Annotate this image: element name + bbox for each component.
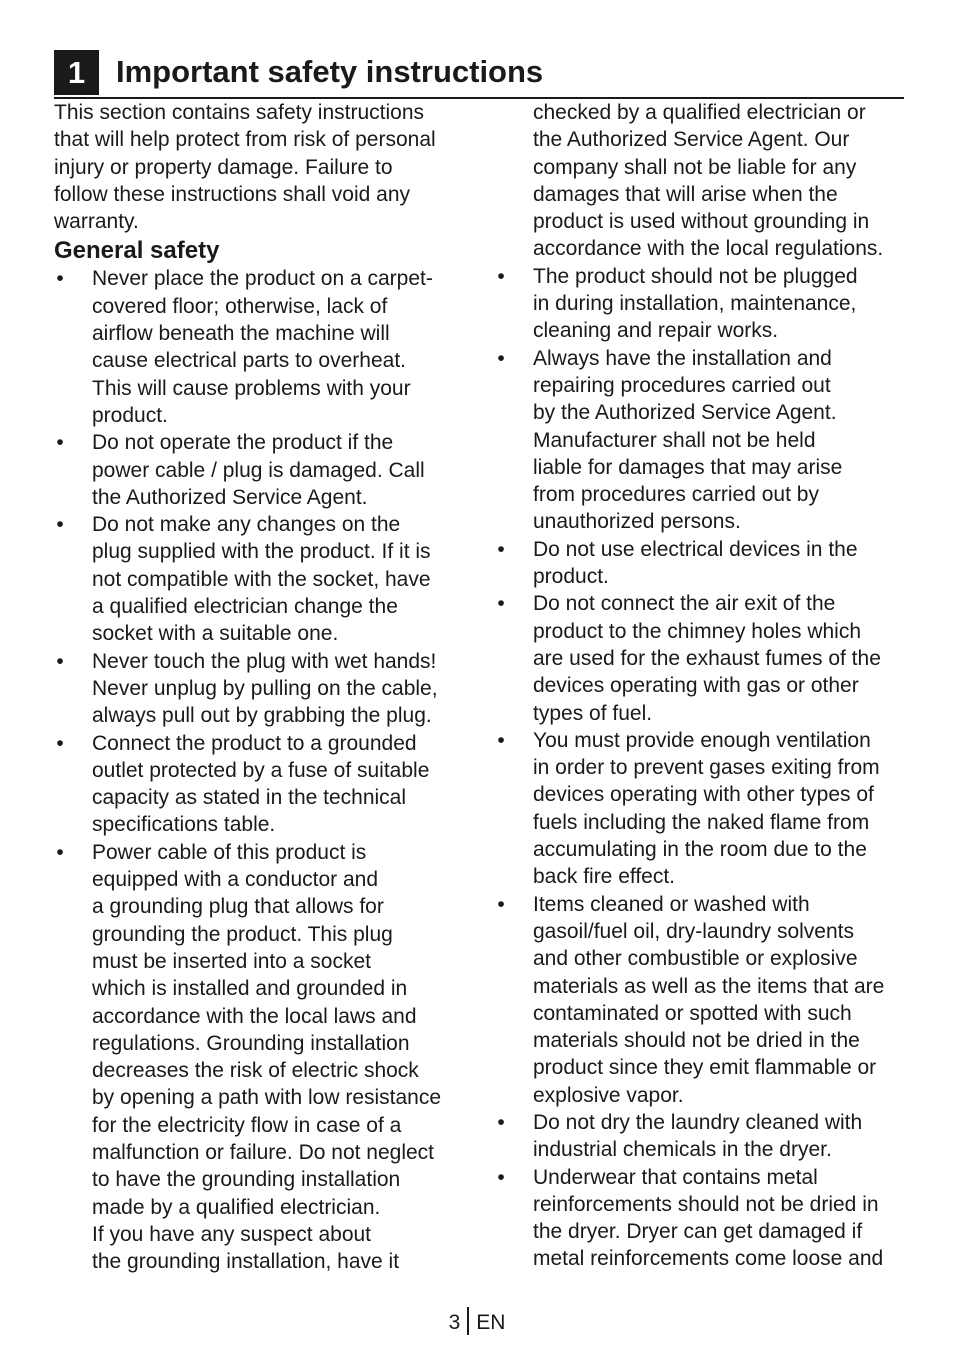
text-line: If you have any suspect about <box>92 1222 372 1246</box>
text-line: liable for damages that may arise <box>533 455 843 479</box>
text-line: The product should not be plugged <box>533 264 858 288</box>
text-line: in during installation, maintenance, <box>533 292 857 316</box>
text-line: Power cable of this product is <box>92 840 367 864</box>
list-item-text <box>92 429 466 511</box>
text-line: the Authorized Service Agent. Our <box>533 128 850 152</box>
list-item <box>495 1109 907 1164</box>
page-number: 3 <box>448 1310 461 1334</box>
text-line: product. <box>92 403 168 427</box>
text-line: back fire effect. <box>533 865 676 889</box>
text-line: by opening a path with low resistance <box>92 1086 442 1110</box>
text-line: company shall not be liable for any <box>533 155 857 179</box>
left-bullet-list <box>54 265 466 1275</box>
text-line: plug supplied with the product. If it is <box>92 540 431 564</box>
text-line: by the Authorized Service Agent. <box>533 401 837 425</box>
text-line: airflow beneath the machine will <box>92 322 390 346</box>
left-column <box>54 99 466 1275</box>
text-line: accordance with the local laws and <box>92 1004 417 1028</box>
section-header <box>54 50 904 99</box>
text-line: capacity as stated in the technical <box>92 786 407 810</box>
bullet-icon: • <box>497 264 505 288</box>
bullet-icon: • <box>56 731 64 755</box>
text-line: outlet protected by a fuse of suitable <box>92 758 430 782</box>
bullet-icon: • <box>497 537 505 561</box>
text-line: types of fuel. <box>533 701 653 725</box>
list-item-text <box>533 345 907 536</box>
list-item-text <box>533 1164 907 1273</box>
list-item-text <box>533 263 907 345</box>
text-line: Do not make any changes on the <box>92 513 401 537</box>
text-line: from procedures carried out by <box>533 483 819 507</box>
list-item <box>495 345 907 536</box>
section-number-badge: 1 <box>54 50 99 95</box>
text-line: Do not dry the laundry cleaned with <box>533 1110 863 1134</box>
text-line: are used for the exhaust fumes of the <box>533 646 881 670</box>
text-line: covered floor; otherwise, lack of <box>92 294 388 318</box>
text-line: always pull out by grabbing the plug. <box>92 704 432 728</box>
text-line: product. <box>533 565 609 589</box>
bullet-icon: • <box>497 728 505 752</box>
text-line: product to the chimney holes which <box>533 619 862 643</box>
text-line: This section contains safety instructions <box>54 101 425 124</box>
text-line: grounding the product. This plug <box>92 922 393 946</box>
text-line: You must provide enough ventilation <box>533 728 871 752</box>
text-line: to have the grounding installation <box>92 1168 401 1192</box>
list-item <box>54 265 466 429</box>
text-line: Never touch the plug with wet hands! <box>92 649 437 673</box>
bullet-icon: • <box>497 1110 505 1134</box>
text-line: for the electricity flow in case of a <box>92 1113 402 1137</box>
text-line: This will cause problems with your <box>92 376 411 400</box>
text-line: unauthorized persons. <box>533 510 741 534</box>
text-line: warranty. <box>54 210 139 234</box>
text-line: follow these instructions shall void any <box>54 182 411 206</box>
bullet-icon: • <box>497 346 505 370</box>
bullet-icon: • <box>56 267 64 291</box>
list-item <box>495 263 907 345</box>
text-line: decreases the risk of electric shock <box>92 1059 419 1083</box>
list-item-text <box>92 730 466 839</box>
list-item <box>495 727 907 891</box>
list-item <box>54 730 466 839</box>
text-line: and other combustible or explosive <box>533 947 858 971</box>
list-item <box>54 648 466 730</box>
text-line: industrial chemicals in the dryer. <box>533 1138 832 1162</box>
list-item-text <box>533 536 907 591</box>
text-line: socket with a suitable one. <box>92 622 339 646</box>
text-line: reinforcements should not be dried in <box>533 1192 879 1216</box>
page-footer <box>0 1307 954 1337</box>
text-line: devices operating with gas or other <box>533 674 859 698</box>
text-line: damages that will arise when the <box>533 182 838 206</box>
intro-paragraph <box>54 99 466 235</box>
list-item <box>495 891 907 1109</box>
page-title: Important safety instructions <box>116 54 544 89</box>
text-line: checked by a qualified electrician or <box>533 101 866 124</box>
list-item <box>495 1164 907 1273</box>
bullet-icon: • <box>56 649 64 673</box>
text-line: Never unplug by pulling on the cable, <box>92 676 438 700</box>
right-bullet-list <box>495 263 907 1273</box>
text-line: accordance with the local regulations. <box>533 237 884 261</box>
bullet-icon: • <box>56 513 64 537</box>
text-line: made by a qualified electrician. <box>92 1195 381 1219</box>
list-item-text <box>533 891 907 1109</box>
text-line: contaminated or spotted with such <box>533 1001 852 1025</box>
text-line: power cable / plug is damaged. Call <box>92 458 425 482</box>
bullet-icon: • <box>497 1165 505 1189</box>
list-item <box>54 429 466 511</box>
bullet-icon: • <box>56 840 64 864</box>
footer-separator <box>467 1307 469 1335</box>
text-line: Underwear that contains metal <box>533 1165 818 1189</box>
list-item-text <box>92 839 466 1276</box>
text-line: materials as well as the items that are <box>533 974 885 998</box>
continued-paragraph <box>495 99 907 263</box>
text-line: materials should not be dried in the <box>533 1029 860 1053</box>
text-line: Connect the product to a grounded <box>92 731 417 755</box>
list-item <box>54 511 466 647</box>
text-line: regulations. Grounding installation <box>92 1031 410 1055</box>
text-line: cause electrical parts to overheat. <box>92 349 406 373</box>
text-line: the Authorized Service Agent. <box>92 485 368 509</box>
list-item-text <box>533 1109 907 1164</box>
list-item-text <box>92 511 466 647</box>
text-line: malfunction or failure. Do not neglect <box>92 1140 435 1164</box>
text-line: cleaning and repair works. <box>533 319 779 343</box>
text-line: gasoil/fuel oil, dry-laundry solvents <box>533 919 854 943</box>
list-item <box>495 590 907 726</box>
text-line: explosive vapor. <box>533 1083 684 1107</box>
text-line: not compatible with the socket, have <box>92 567 431 591</box>
right-column <box>495 99 907 1273</box>
text-line: Never place the product on a carpet- <box>92 267 433 291</box>
bullet-icon: • <box>497 592 505 616</box>
text-line: fuels including the naked flame from <box>533 810 870 834</box>
text-line: a qualified electrician change the <box>92 595 398 619</box>
text-line: equipped with a conductor and <box>92 868 379 892</box>
text-line: the dryer. Dryer can get damaged if <box>533 1220 863 1244</box>
bullet-icon: • <box>56 431 64 455</box>
text-line: product since they emit flammable or <box>533 1056 877 1080</box>
text-line: in order to prevent gases exiting from <box>533 756 880 780</box>
text-line: specifications table. <box>92 813 276 837</box>
text-line: metal reinforcements come loose and <box>533 1247 884 1271</box>
bullet-icon: • <box>497 892 505 916</box>
list-item-text <box>533 590 907 726</box>
text-line: Do not use electrical devices in the <box>533 537 858 561</box>
list-item-text <box>92 265 466 429</box>
list-item-text <box>92 648 466 730</box>
text-line: Do not operate the product if the <box>92 431 394 455</box>
text-line: devices operating with other types of <box>533 783 874 807</box>
text-line: that will help protect from risk of personal <box>54 128 436 152</box>
text-line: product is used without grounding in <box>533 210 870 234</box>
list-item-text <box>533 727 907 891</box>
text-line: which is installed and grounded in <box>92 977 408 1001</box>
text-line: must be inserted into a socket <box>92 949 371 973</box>
text-line: accumulating in the room due to the <box>533 838 867 862</box>
text-line: Items cleaned or washed with <box>533 892 810 916</box>
text-line: repairing procedures carried out <box>533 373 831 397</box>
text-line: a grounding plug that allows for <box>92 895 384 919</box>
text-line: Always have the installation and <box>533 346 832 370</box>
text-line: Do not connect the air exit of the <box>533 592 836 616</box>
general-safety-heading: General safety <box>54 237 220 265</box>
text-line: injury or property damage. Failure to <box>54 155 393 179</box>
text-line: the grounding installation, have it <box>92 1250 400 1274</box>
list-item <box>495 536 907 591</box>
language-code: EN <box>476 1310 506 1334</box>
text-line: Manufacturer shall not be held <box>533 428 816 452</box>
list-item <box>54 839 466 1276</box>
